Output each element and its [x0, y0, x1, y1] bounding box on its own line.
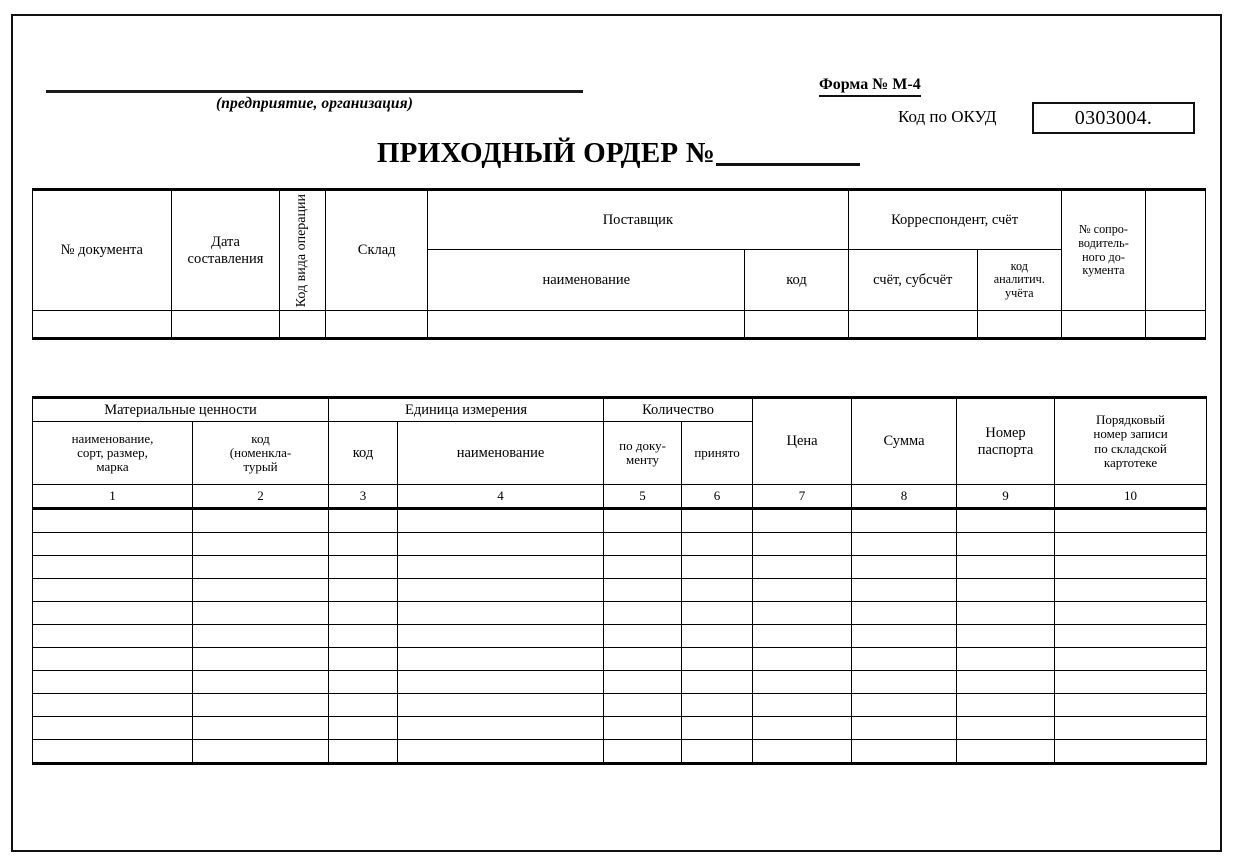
- table-cell[interactable]: [753, 579, 852, 602]
- table-row[interactable]: [33, 648, 1207, 671]
- table-cell[interactable]: [957, 717, 1055, 740]
- table-cell[interactable]: [398, 579, 604, 602]
- table-cell[interactable]: [604, 602, 682, 625]
- td-warehouse[interactable]: [326, 311, 428, 339]
- table-cell[interactable]: [682, 579, 753, 602]
- th-analytic-code-l2: аналитич.: [993, 272, 1045, 287]
- th-accompanying-doc-l3: ного до-: [1082, 249, 1125, 264]
- page-border: [11, 14, 1222, 852]
- th-compose-date: Дата составления: [171, 190, 280, 311]
- table-cell[interactable]: [1055, 579, 1207, 602]
- table-cell[interactable]: [329, 556, 398, 579]
- table-cell[interactable]: [852, 694, 957, 717]
- table-cell[interactable]: [682, 509, 753, 533]
- table-cell[interactable]: [753, 509, 852, 533]
- table-cell[interactable]: [753, 625, 852, 648]
- table-cell[interactable]: [957, 602, 1055, 625]
- td-doc-number[interactable]: [33, 311, 172, 339]
- table-cell[interactable]: [682, 717, 753, 740]
- table-cell[interactable]: [329, 509, 398, 533]
- table-cell[interactable]: [33, 625, 193, 648]
- table-cell[interactable]: [329, 694, 398, 717]
- td-supplier-name[interactable]: [428, 311, 745, 339]
- th-supplier-name: наименование: [428, 250, 745, 311]
- table-cell[interactable]: [193, 602, 329, 625]
- table-cell[interactable]: [682, 602, 753, 625]
- organization-caption: (предприятие, организация): [216, 95, 413, 112]
- table-cell[interactable]: [193, 533, 329, 556]
- table-cell[interactable]: [852, 740, 957, 764]
- table-cell[interactable]: [682, 671, 753, 694]
- th-operation-code-rotated: [282, 191, 323, 310]
- table-cell[interactable]: [604, 533, 682, 556]
- table-cell[interactable]: [852, 509, 957, 533]
- table-cell[interactable]: [398, 694, 604, 717]
- th-qty-by-document: [604, 422, 682, 485]
- table-cell[interactable]: [682, 694, 753, 717]
- table-cell[interactable]: [604, 556, 682, 579]
- table-cell[interactable]: [753, 602, 852, 625]
- th-qty-by-document-l2: менту: [626, 452, 660, 467]
- table-row[interactable]: [33, 671, 1207, 694]
- table-cell[interactable]: [329, 625, 398, 648]
- upper-data-row[interactable]: [33, 311, 1206, 339]
- table-cell[interactable]: [329, 648, 398, 671]
- table-cell[interactable]: [398, 556, 604, 579]
- th-supplier-code: код: [745, 250, 848, 311]
- table-cell[interactable]: [682, 625, 753, 648]
- table-cell[interactable]: [753, 533, 852, 556]
- table-cell[interactable]: [957, 671, 1055, 694]
- table-cell[interactable]: [33, 533, 193, 556]
- table-cell[interactable]: [1055, 625, 1207, 648]
- td-account-subaccount[interactable]: [848, 311, 977, 339]
- table-cell[interactable]: [957, 648, 1055, 671]
- colnum-1: 1: [33, 485, 193, 509]
- th-card-record-number: [1055, 398, 1207, 485]
- table-cell[interactable]: [604, 509, 682, 533]
- table-cell[interactable]: [1055, 602, 1207, 625]
- table-cell[interactable]: [398, 602, 604, 625]
- table-row[interactable]: [33, 625, 1207, 648]
- table-cell[interactable]: [753, 648, 852, 671]
- table-cell[interactable]: [604, 717, 682, 740]
- table-cell[interactable]: [852, 625, 957, 648]
- page-title-text: ПРИХОДНЫЙ ОРДЕР №: [376, 137, 716, 169]
- table-cell[interactable]: [604, 625, 682, 648]
- table-cell[interactable]: [604, 648, 682, 671]
- th-warehouse: Склад: [326, 190, 428, 311]
- th-passport-number-l1: Номер: [985, 425, 1026, 442]
- th-supplier: Поставщик: [428, 190, 848, 250]
- td-accompanying-doc[interactable]: [1061, 311, 1146, 339]
- th-accompanying-doc-l2: водитель-: [1078, 235, 1129, 250]
- th-accompanying-doc-l1: № сопро-: [1079, 222, 1128, 237]
- materials-empty-rows: [33, 509, 1207, 764]
- th-material-values: Материальные ценности: [33, 398, 329, 422]
- table-cell[interactable]: [33, 671, 193, 694]
- th-nomenclature-code-l1: код: [251, 430, 270, 446]
- table-cell[interactable]: [33, 717, 193, 740]
- colnum-4: 4: [398, 485, 604, 509]
- table-row[interactable]: [33, 740, 1207, 764]
- colnum-7: 7: [753, 485, 852, 509]
- table-cell[interactable]: [33, 579, 193, 602]
- table-cell[interactable]: [753, 740, 852, 764]
- table-cell[interactable]: [753, 556, 852, 579]
- table-cell[interactable]: [33, 602, 193, 625]
- th-unit-name: наименование: [398, 422, 604, 485]
- lower-column-number-row: [33, 485, 1207, 509]
- table-cell[interactable]: [329, 579, 398, 602]
- th-nomenclature-code-l3: турый: [243, 459, 278, 475]
- th-passport-number-l2: паспорта: [977, 441, 1034, 458]
- table-cell[interactable]: [604, 671, 682, 694]
- table-cell[interactable]: [193, 625, 329, 648]
- table-cell[interactable]: [753, 694, 852, 717]
- table-cell[interactable]: [852, 671, 957, 694]
- table-cell[interactable]: [604, 694, 682, 717]
- table-cell[interactable]: [1055, 694, 1207, 717]
- okud-value-box: 0303004.: [1032, 102, 1195, 134]
- th-operation-code-text: Код вида операции: [294, 193, 310, 308]
- th-doc-number: № документа: [33, 190, 172, 311]
- th-accompanying-doc: [1061, 190, 1146, 311]
- table-cell[interactable]: [398, 625, 604, 648]
- table-cell[interactable]: [852, 717, 957, 740]
- table-cell[interactable]: [329, 740, 398, 764]
- th-card-record-number-l1: Порядковый: [1096, 411, 1166, 427]
- th-unit-code: код: [329, 422, 398, 485]
- table-cell[interactable]: [33, 556, 193, 579]
- table-cell[interactable]: [753, 717, 852, 740]
- table-cell[interactable]: [329, 533, 398, 556]
- table-cell[interactable]: [193, 671, 329, 694]
- th-accompanying-doc-l4: кумента: [1082, 263, 1125, 278]
- organization-rule: [46, 90, 583, 93]
- th-nomenclature-code-l2: (номенкла-: [229, 444, 292, 460]
- table-cell[interactable]: [1055, 556, 1207, 579]
- colnum-3: 3: [329, 485, 398, 509]
- colnum-6: 6: [682, 485, 753, 509]
- colnum-2: 2: [193, 485, 329, 509]
- table-cell[interactable]: [682, 740, 753, 764]
- table-cell[interactable]: [33, 509, 193, 533]
- upper-header-row-1: [33, 190, 1206, 250]
- colnum-5: 5: [604, 485, 682, 509]
- lower-group-header-row: [33, 398, 1207, 422]
- table-cell[interactable]: [193, 579, 329, 602]
- table-cell[interactable]: [33, 648, 193, 671]
- table-cell[interactable]: [957, 579, 1055, 602]
- table-cell[interactable]: [329, 671, 398, 694]
- table-row[interactable]: [33, 509, 1207, 533]
- table-cell[interactable]: [398, 648, 604, 671]
- table-row[interactable]: [33, 579, 1207, 602]
- page-title: [13, 137, 1224, 170]
- table-cell[interactable]: [957, 625, 1055, 648]
- th-price: Цена: [753, 398, 852, 485]
- th-correspondent-account: Корреспондент, счёт: [848, 190, 1061, 250]
- th-account-subaccount: счёт, субсчёт: [848, 250, 977, 311]
- table-cell[interactable]: [957, 533, 1055, 556]
- page-content: [13, 16, 1224, 854]
- table-cell[interactable]: [1055, 533, 1207, 556]
- table-row[interactable]: [33, 717, 1207, 740]
- colnum-8: 8: [852, 485, 957, 509]
- okud-label: Код по ОКУД: [898, 107, 997, 126]
- table-cell[interactable]: [957, 740, 1055, 764]
- table-cell[interactable]: [398, 533, 604, 556]
- table-cell[interactable]: [604, 579, 682, 602]
- th-qty-accepted: принято: [682, 422, 753, 485]
- th-name-grade-size-brand-l2: сорт, размер,: [77, 444, 148, 460]
- table-cell[interactable]: [957, 556, 1055, 579]
- table-cell[interactable]: [33, 740, 193, 764]
- th-unit-of-measure: Единица измерения: [329, 398, 604, 422]
- th-name-grade-size-brand: [33, 422, 193, 485]
- document-info-table: [32, 188, 1206, 340]
- table-cell[interactable]: [1055, 509, 1207, 533]
- colnum-9: 9: [957, 485, 1055, 509]
- table-cell[interactable]: [957, 509, 1055, 533]
- form-number-label: Форма № М-4: [819, 76, 921, 97]
- table-cell[interactable]: [1055, 671, 1207, 694]
- table-cell[interactable]: [1055, 740, 1207, 764]
- th-analytic-code-l1: код: [1010, 258, 1028, 273]
- table-cell[interactable]: [193, 556, 329, 579]
- table-cell[interactable]: [852, 556, 957, 579]
- table-cell[interactable]: [329, 717, 398, 740]
- td-analytic-code[interactable]: [977, 311, 1061, 339]
- order-number-blank[interactable]: [716, 163, 860, 166]
- table-cell[interactable]: [852, 602, 957, 625]
- table-cell[interactable]: [193, 717, 329, 740]
- table-row[interactable]: [33, 533, 1207, 556]
- th-qty-by-document-l1: по доку-: [619, 437, 666, 453]
- table-cell[interactable]: [1055, 648, 1207, 671]
- td-compose-date[interactable]: [171, 311, 280, 339]
- table-cell[interactable]: [1055, 717, 1207, 740]
- th-operation-code: [280, 190, 326, 311]
- table-cell[interactable]: [852, 648, 957, 671]
- th-spare: [1146, 190, 1206, 311]
- table-cell[interactable]: [682, 648, 753, 671]
- table-cell[interactable]: [193, 509, 329, 533]
- table-cell[interactable]: [33, 694, 193, 717]
- th-name-grade-size-brand-l1: наименование,: [71, 430, 154, 446]
- td-operation-code[interactable]: [280, 311, 326, 339]
- table-cell[interactable]: [957, 694, 1055, 717]
- th-card-record-number-l2: номер записи: [1093, 426, 1168, 442]
- table-row[interactable]: [33, 694, 1207, 717]
- table-cell[interactable]: [682, 556, 753, 579]
- table-row[interactable]: [33, 602, 1207, 625]
- table-cell[interactable]: [398, 740, 604, 764]
- table-cell[interactable]: [193, 694, 329, 717]
- table-row[interactable]: [33, 556, 1207, 579]
- td-spare[interactable]: [1146, 311, 1206, 339]
- table-cell[interactable]: [193, 648, 329, 671]
- table-cell[interactable]: [753, 671, 852, 694]
- table-cell[interactable]: [852, 579, 957, 602]
- table-cell[interactable]: [193, 740, 329, 764]
- table-cell[interactable]: [852, 533, 957, 556]
- th-passport-number: [957, 398, 1055, 485]
- th-name-grade-size-brand-l3: марка: [96, 459, 129, 475]
- table-cell[interactable]: [398, 671, 604, 694]
- th-quantity: Количество: [604, 398, 753, 422]
- th-analytic-code: [977, 250, 1061, 311]
- th-card-record-number-l3: по складской: [1094, 440, 1167, 456]
- table-cell[interactable]: [682, 533, 753, 556]
- td-supplier-code[interactable]: [745, 311, 848, 339]
- materials-table: [32, 396, 1207, 765]
- th-sum: Сумма: [852, 398, 957, 485]
- th-analytic-code-l3: учёта: [1005, 285, 1034, 300]
- table-cell[interactable]: [398, 717, 604, 740]
- table-cell[interactable]: [398, 509, 604, 533]
- table-cell[interactable]: [329, 602, 398, 625]
- th-nomenclature-code: [193, 422, 329, 485]
- table-cell[interactable]: [604, 740, 682, 764]
- colnum-10: 10: [1055, 485, 1207, 509]
- th-card-record-number-l4: картотеке: [1103, 454, 1158, 470]
